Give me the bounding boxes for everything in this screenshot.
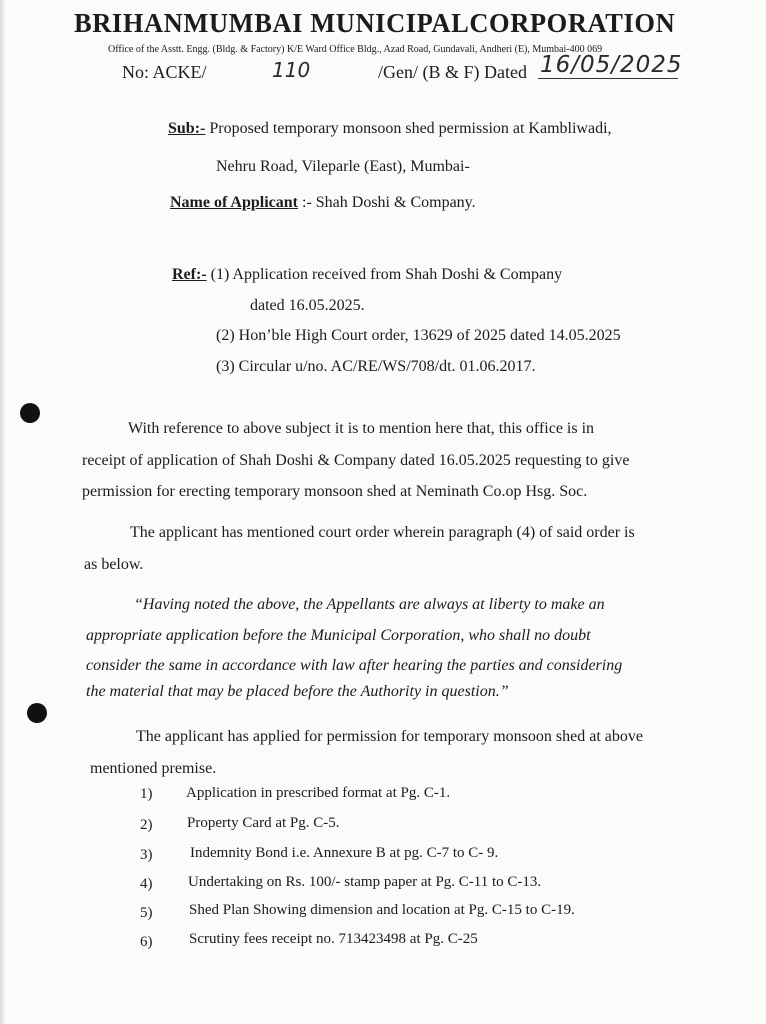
court-quote-line-3: consider the same in accordance with law after hearing the parties and considering [86, 657, 623, 674]
date-underline [538, 78, 678, 79]
punch-hole-top [20, 403, 40, 423]
subject-text-1: Proposed temporary monsoon shed permission at Kambliwadi, [209, 120, 612, 137]
punch-hole-bottom [27, 703, 47, 723]
subject-label: Sub:- [168, 120, 206, 137]
document-2-text: Property Card at Pg. C-5. [187, 815, 340, 831]
reference-number-handwritten: 110 [272, 58, 311, 82]
document-3-number: 3) [140, 847, 153, 863]
reference-1-line-1 [172, 266, 562, 284]
document-5-text: Shed Plan Showing dimension and location at Pg. C-15 to C-19. [189, 902, 575, 918]
subject-line-1 [168, 120, 612, 138]
applicant-label: Name of Applicant [170, 194, 298, 211]
paragraph-1-line-1: With reference to above subject it is to mention here that, this office is in [128, 420, 595, 437]
paragraph-2-line-1: The applicant has mentioned court order wherein paragraph (4) of said order is [130, 524, 635, 541]
court-quote-line-4: the material that may be placed before the Authority in question.” [86, 683, 509, 700]
applicant-value: :- Shah Doshi & Company. [302, 194, 476, 211]
letterhead-title: BRIHANMUMBAI MUNICIPALCORPORATION [74, 8, 676, 38]
document-6-number: 6) [140, 934, 153, 950]
paragraph-3-line-1: The applicant has applied for permission for temporary monsoon shed at above [136, 728, 643, 745]
document-4-number: 4) [140, 876, 153, 892]
document-6-text: Scrutiny fees receipt no. 713423498 at Pg. C-25 [189, 931, 478, 947]
document-4-text: Undertaking on Rs. 100/- stamp paper at Pg. C-11 to C-13. [188, 874, 542, 890]
reference-1-line-2: dated 16.05.2025. [250, 297, 365, 314]
paragraph-1-line-3: permission for erecting temporary monsoon shed at Neminath Co.op Hsg. Soc. [82, 483, 588, 500]
subject-line-2: Nehru Road, Vileparle (East), Mumbai- [216, 158, 470, 175]
court-quote-line-2: appropriate application before the Municipal Corporation, who shall no doubt [86, 627, 591, 644]
applicant-line [170, 194, 476, 212]
paragraph-3-line-2: mentioned premise. [90, 760, 217, 777]
reference-2: (2) Hon’ble High Court order, 13629 of 2025 dated 14.05.2025 [216, 327, 621, 344]
document-1-text: Application in prescribed format at Pg. C-1. [186, 785, 451, 801]
document-1-number: 1) [140, 786, 153, 802]
reference-suffix: /Gen/ (B & F) Dated [378, 62, 527, 82]
reference-1-text: (1) Application received from Shah Doshi & Company [210, 266, 563, 283]
paragraph-2-line-2: as below. [84, 556, 144, 573]
page-edge-shadow [0, 0, 6, 1024]
paragraph-1-line-2: receipt of application of Shah Doshi & Company dated 16.05.2025 requesting to give [82, 452, 630, 469]
reference-prefix: No: ACKE/ [122, 62, 207, 82]
court-quote-line-1: “Having noted the above, the Appellants are always at liberty to make an [134, 596, 605, 613]
office-address: Office of the Asstt. Engg. (Bldg. & Factory) K/E Ward Office Bldg., Azad Road, Gundavali, Andheri (E), Mumbai-400 069 [108, 44, 603, 55]
reference-3: (3) Circular u/no. AC/RE/WS/708/dt. 01.06.2017. [216, 358, 536, 375]
document-2-number: 2) [140, 817, 153, 833]
document-3-text: Indemnity Bond i.e. Annexure B at pg. C-7 to C- 9. [190, 845, 499, 861]
document-5-number: 5) [140, 905, 153, 921]
reference-label: Ref:- [172, 266, 207, 283]
date-handwritten: 16/05/2025 [540, 52, 683, 78]
